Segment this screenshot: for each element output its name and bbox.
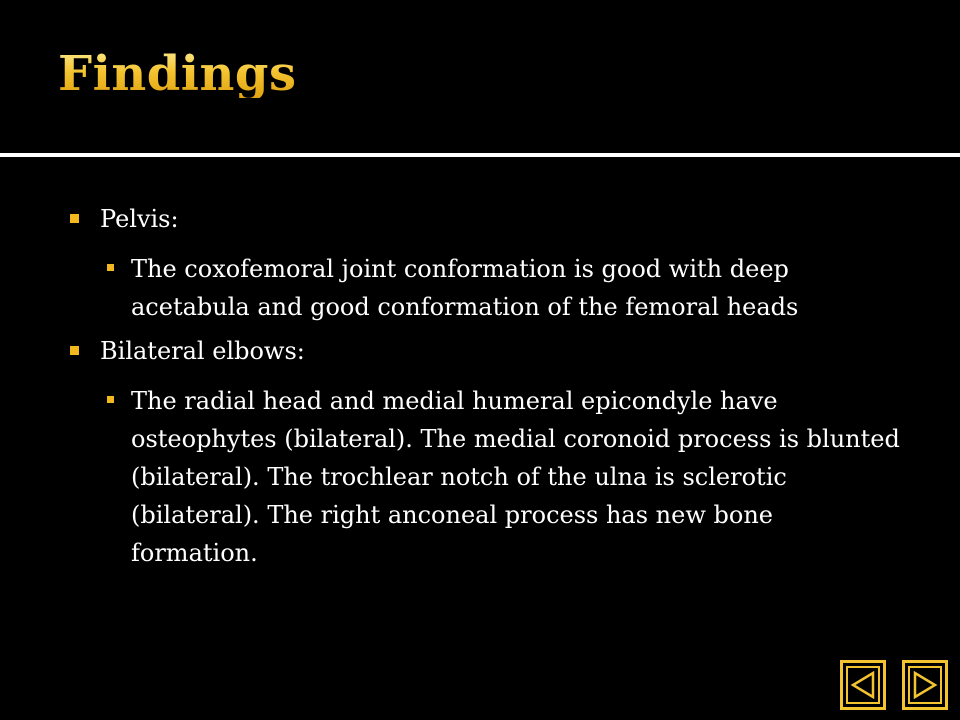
bullet-square-icon	[107, 396, 114, 403]
bullet-label: Pelvis:	[100, 205, 179, 233]
bullet-square-icon	[70, 346, 79, 355]
slide-content	[70, 200, 900, 578]
next-slide-icon	[911, 671, 939, 699]
previous-slide-icon	[849, 671, 877, 699]
bullet-item	[70, 332, 900, 370]
bullet-item	[70, 200, 900, 238]
title-divider	[0, 153, 960, 157]
sub-bullet-text: The coxofemoral joint conformation is good with deep acetabula and good conformation of the femoral heads	[131, 255, 799, 321]
bullet-square-icon	[107, 264, 114, 271]
sub-bullet-text: The radial head and medial humeral epicondyle have osteophytes (bilateral). The medial coronoid process is blunted (bilateral). The trochlear notch of the ulna is sclerotic (bilateral). The right anconeal process has new bone formation.	[131, 387, 900, 567]
bullet-square-icon	[70, 214, 79, 223]
previous-slide-button[interactable]	[840, 660, 886, 710]
slide-title: Findings	[58, 46, 297, 102]
next-slide-button[interactable]	[902, 660, 948, 710]
bullet-label: Bilateral elbows:	[100, 337, 305, 365]
sub-bullet-item	[70, 250, 900, 326]
sub-bullet-item	[70, 382, 900, 572]
